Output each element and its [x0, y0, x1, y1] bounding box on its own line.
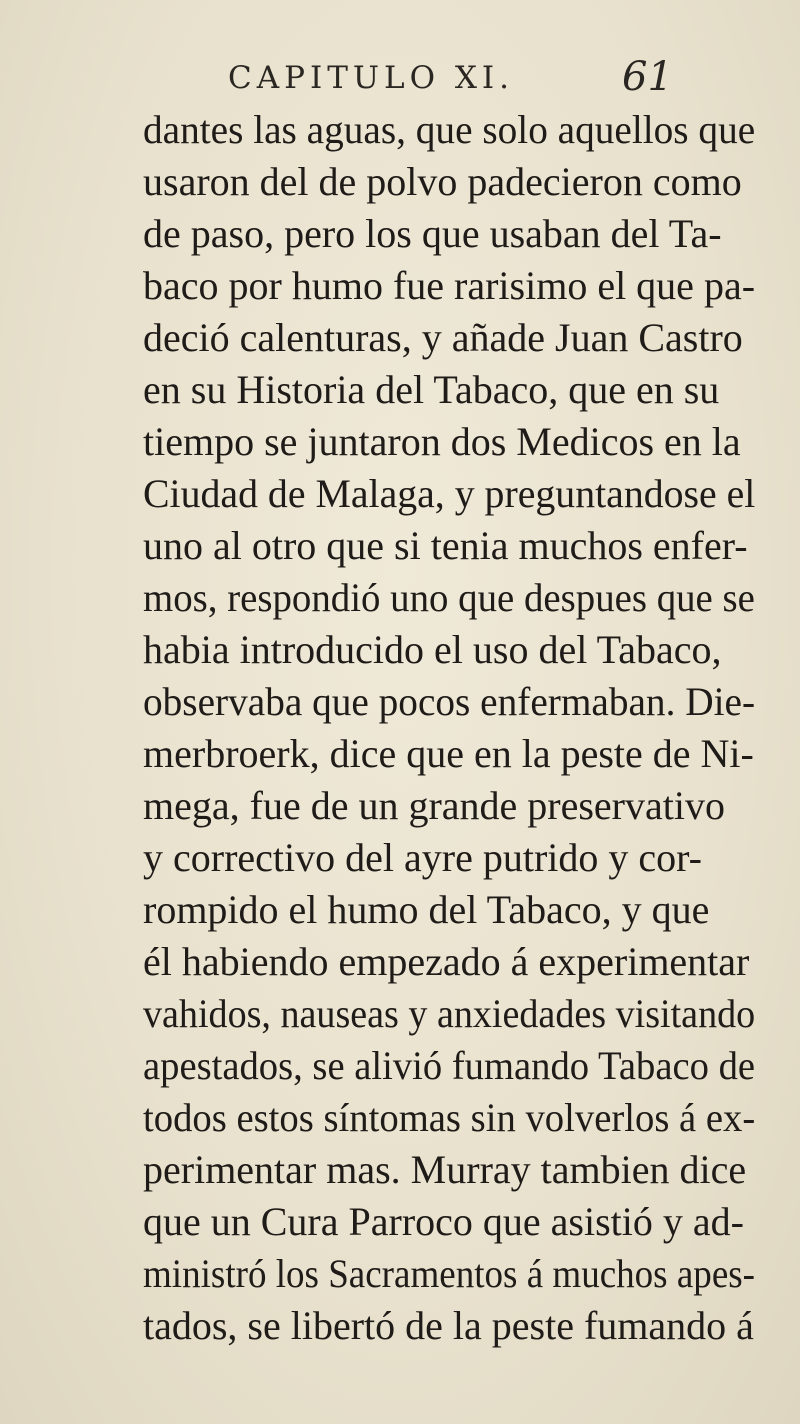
text-line: y correctivo del ayre putrido y cor-: [143, 835, 702, 880]
text-line: perimentar mas. Murray tambien dice: [143, 1147, 747, 1192]
text-line: uno al otro que si tenia muchos enfer-: [143, 523, 748, 568]
text-line: ministró los Sacramentos á muchos apes-: [143, 1251, 756, 1296]
text-line: mos, respondió uno que despues que se: [143, 575, 755, 620]
text-line: él habiendo empezado á experimentar: [143, 939, 750, 984]
text-line: en su Historia del Tabaco, que en su: [143, 367, 720, 412]
text-line: baco por humo fue rarisimo el que pa-: [143, 263, 756, 308]
text-line: mega, fue de un grande preservativo: [143, 783, 725, 828]
page-number: 61: [622, 54, 673, 100]
text-line: tados, se libertó de la peste fumando á: [143, 1303, 754, 1348]
running-head: CAPITULO XI.: [228, 60, 515, 96]
text-line: tiempo se juntaron dos Medicos en la: [143, 419, 741, 464]
text-line: deció calenturas, y añade Juan Castro: [143, 315, 743, 360]
text-line: vahidos, nauseas y anxiedades visitando: [143, 991, 756, 1036]
text-line: de paso, pero los que usaban del Ta-: [143, 211, 722, 256]
text-line: habia introducido el uso del Tabaco,: [143, 627, 722, 672]
text-line: merbroerk, dice que en la peste de Ni-: [143, 731, 754, 776]
text-line: dantes las aguas, que solo aquellos que: [143, 107, 756, 152]
text-line: usaron del de polvo padecieron como: [143, 159, 742, 204]
text-line: que un Cura Parroco que asistió y ad-: [143, 1199, 744, 1244]
page-header: [0, 54, 800, 108]
text-line: todos estos síntomas sin volverlos á ex-: [143, 1095, 756, 1140]
text-line: observaba que pocos enfermaban. Die-: [143, 679, 756, 724]
text-line: rompido el humo del Tabaco, y que: [143, 887, 710, 932]
text-line: apestados, se alivió fumando Tabaco de: [143, 1043, 756, 1088]
text-line: Ciudad de Malaga, y preguntandose el: [143, 471, 756, 516]
